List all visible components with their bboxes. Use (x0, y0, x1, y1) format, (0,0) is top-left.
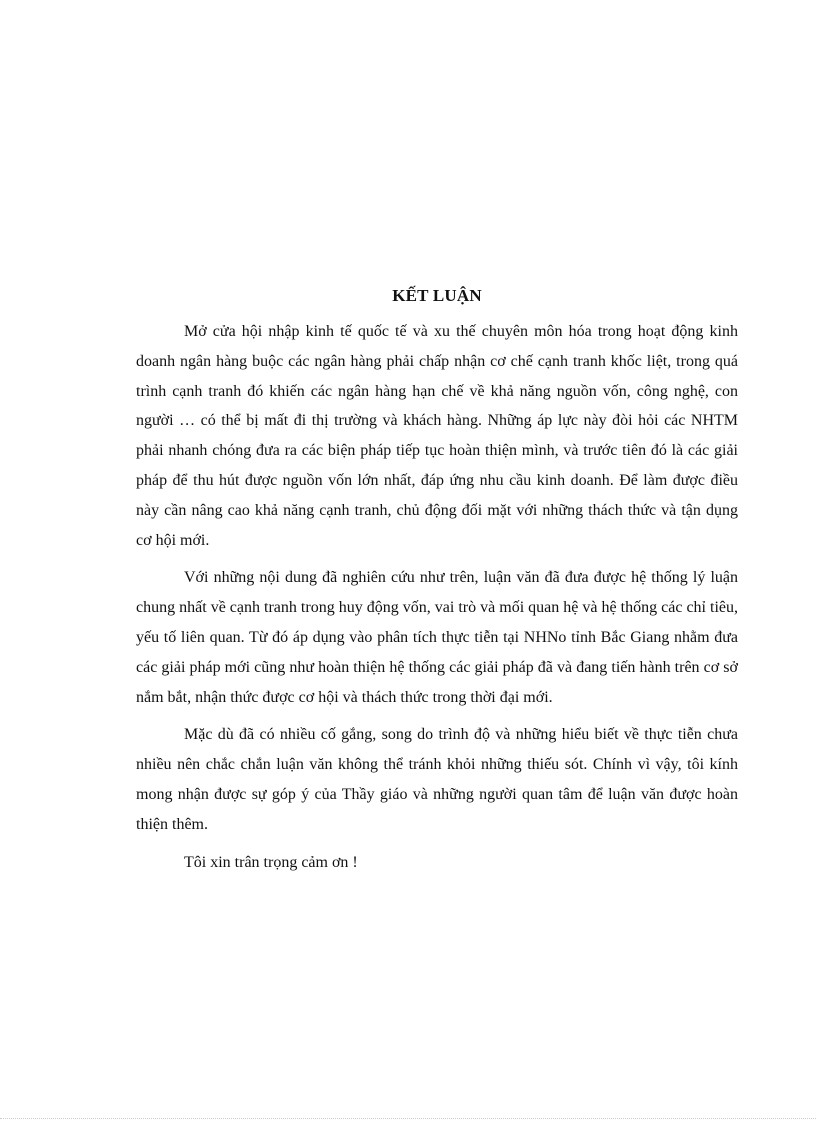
paragraph-summary: Với những nội dung đã nghiên cứu như trên, luận văn đã đưa được hệ thống lý luận chung nhất về cạnh tranh trong huy động vốn, vai trò và mối quan hệ và hệ thống các chỉ tiêu, yếu tố liên quan. Từ đó áp dụng vào phân tích thực tiễn tại NHNo tỉnh Bắc Giang nhằm đưa các giải pháp mới cũng như hoàn thiện hệ thống các giải pháp đã và đang tiến hành trên cơ sở nắm bắt, nhận thức được cơ hội và thách thức trong thời đại mới. (136, 569, 738, 706)
page-title: KẾT LUẬN (392, 286, 482, 305)
paragraph-limitations: Mặc dù đã có nhiều cố gắng, song do trình độ và những hiểu biết về thực tiễn chưa nhiều nên chắc chắn luận văn không thể tránh khỏi những thiếu sót. Chính vì vậy, tôi kính mong nhận được sự góp ý của Thầy giáo và những người quan tâm để luận văn được hoàn thiện thêm. (136, 726, 738, 833)
page-bottom-divider (0, 1118, 816, 1119)
paragraph-thanks: Tôi xin trân trọng cảm ơn ! (184, 853, 358, 871)
paragraph-intro: Mở cửa hội nhập kinh tế quốc tế và xu thế chuyên môn hóa trong hoạt động kinh doanh ngân hàng buộc các ngân hàng phải chấp nhận cơ chế cạnh tranh khốc liệt, trong quá trình cạnh tranh đó khiến các ngân hàng hạn chế về khả năng nguồn vốn, công nghệ, con người … có thể bị mất đi thị trường và khách hàng. Những áp lực này đòi hỏi các NHTM phải nhanh chóng đưa ra các biện pháp tiếp tục hoàn thiện mình, và trước tiên đó là các giải pháp để thu hút được nguồn vốn lớn nhất, đáp ứng nhu cầu kinh doanh. Để làm được điều này cần nâng cao khả năng cạnh tranh, chủ động đối mặt với những thách thức và tận dụng cơ hội mới. (136, 323, 738, 549)
page-content (136, 285, 738, 885)
